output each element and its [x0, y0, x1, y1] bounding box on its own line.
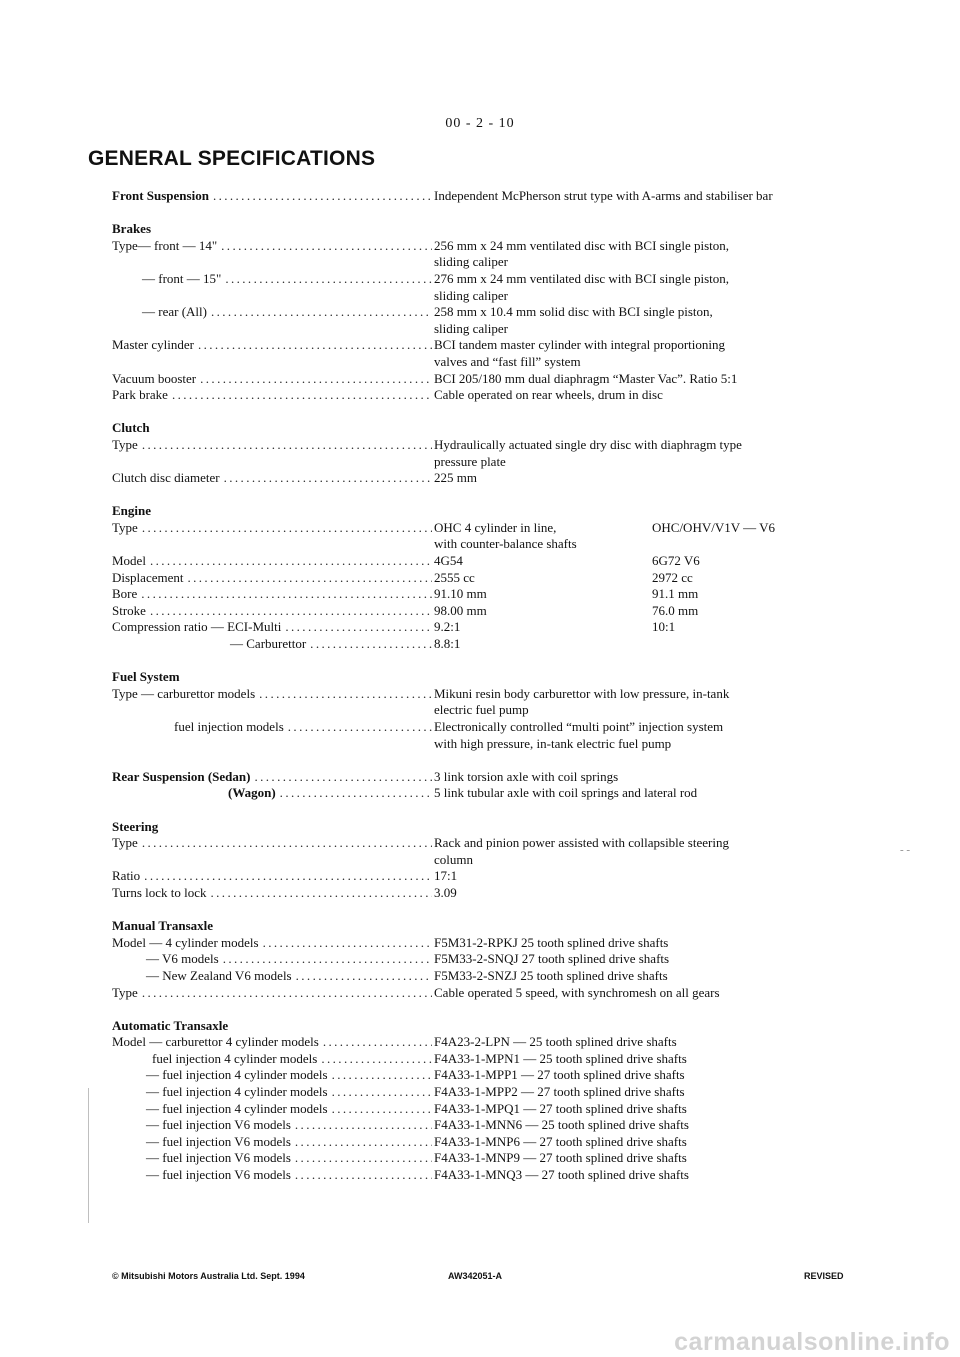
- spec-value-line: OHC 4 cylinder in line,: [434, 519, 557, 535]
- spec-value-line: 8.8:1: [434, 636, 461, 652]
- leader-dots: [295, 1134, 432, 1151]
- spec-value-line: BCI 205/180 mm dual diaphragm “Master Vac”. Ratio 5:1: [434, 370, 738, 386]
- spec-label: [112, 951, 434, 968]
- spec-label: [112, 1067, 434, 1084]
- spec-row: [112, 271, 872, 304]
- spec-value-line: sliding caliper: [434, 254, 509, 270]
- spec-row: [112, 1150, 872, 1167]
- spec-section: [112, 819, 872, 902]
- spec-label-text: Turns lock to lock: [112, 884, 207, 900]
- spec-value: [434, 237, 730, 271]
- leader-dots: [150, 603, 432, 620]
- footer: [0, 1271, 960, 1285]
- spec-value-line: valves and “fast fill” system: [434, 353, 581, 369]
- spec-value-line: 9.2:1: [434, 619, 461, 635]
- spec-value-line: BCI tandem master cylinder with integral proportioning: [434, 337, 725, 353]
- margin-mark: [88, 1088, 89, 1223]
- spec-value-line: F5M33-2-SNQJ 27 tooth splined drive shafts: [434, 951, 670, 967]
- spec-label: [112, 968, 434, 985]
- spec-row: [112, 304, 872, 337]
- spec-value: [434, 1050, 687, 1068]
- spec-row: [112, 1167, 872, 1184]
- spec-value: [434, 570, 652, 587]
- spec-label: [112, 619, 434, 636]
- spec-value: [434, 1117, 689, 1134]
- spec-value-line: 98.00 mm: [434, 602, 487, 618]
- footer-status: REVISED: [804, 1271, 844, 1281]
- spec-value: [434, 270, 730, 304]
- spec-value: [434, 1150, 687, 1167]
- spec-value-line: F4A23-2-LPN — 25 tooth splined drive shafts: [434, 1034, 677, 1050]
- leader-dots: [211, 304, 432, 321]
- leader-dots: [288, 719, 432, 736]
- spec-label: [112, 271, 434, 288]
- spec-row: [112, 371, 872, 388]
- spec-value-line: 225 mm: [434, 470, 477, 486]
- spec-label-text: Model — 4 cylinder models: [112, 934, 259, 950]
- leader-dots: [321, 1051, 432, 1068]
- spec-row: [112, 387, 872, 404]
- spec-label-text: Type: [112, 519, 138, 535]
- spec-value-line: Cable operated on rear wheels, drum in disc: [434, 387, 663, 403]
- spec-value-line: with counter-balance shafts: [434, 536, 577, 552]
- spec-value-v6: 76.0 mm: [652, 602, 699, 618]
- spec-value: [434, 685, 730, 719]
- leader-dots: [263, 935, 432, 952]
- spec-value: [434, 1167, 689, 1184]
- spec-row: [112, 619, 872, 636]
- spec-value-line: 258 mm x 10.4 mm solid disc with BCI single piston,: [434, 304, 713, 320]
- spec-section: [112, 188, 872, 205]
- spec-value: [434, 868, 652, 885]
- spec-label: [112, 1150, 434, 1167]
- spec-value-line: 4G54: [434, 553, 463, 569]
- spec-row: [112, 1067, 872, 1084]
- spec-value: [434, 1133, 687, 1151]
- spec-row: [112, 1051, 872, 1068]
- spec-label: [112, 835, 434, 852]
- spec-value-v6: 2972 cc: [652, 569, 693, 585]
- spec-label: [112, 686, 434, 703]
- spec-value: [434, 785, 698, 802]
- spec-row: [112, 238, 872, 271]
- leader-dots: [142, 985, 432, 1002]
- leader-dots: [295, 1150, 432, 1167]
- spec-label-text: Front Suspension: [112, 188, 209, 203]
- spec-value-line: 256 mm x 24 mm ventilated disc with BCI single piston,: [434, 237, 730, 253]
- spec-value: [434, 719, 724, 752]
- spec-label: [112, 1134, 434, 1151]
- leader-dots: [142, 437, 432, 454]
- spec-label: [112, 868, 434, 885]
- spec-value-line: Cable operated 5 speed, with synchromesh on all gears: [434, 984, 720, 1000]
- leader-dots: [332, 1101, 432, 1118]
- spec-row: [112, 437, 872, 470]
- spec-label: [112, 769, 434, 786]
- spec-value-line: 17:1: [434, 868, 458, 884]
- spec-label: [112, 1084, 434, 1101]
- spec-value: [434, 885, 652, 902]
- spec-label-text: — fuel injection V6 models: [146, 1133, 291, 1149]
- spec-value: [434, 603, 652, 620]
- spec-label-text: — V6 models: [146, 951, 219, 967]
- spec-label-text: — fuel injection V6 models: [146, 1150, 291, 1166]
- spec-value-v6: 6G72 V6: [652, 553, 700, 569]
- spec-label: [112, 1101, 434, 1118]
- spec-label-text: Model: [112, 553, 146, 569]
- spec-section: [112, 769, 872, 802]
- spec-value: [434, 553, 652, 570]
- spec-value: [434, 436, 742, 470]
- spec-row: [112, 1134, 872, 1151]
- spec-value-line: F4A33-1-MNP6 — 27 tooth splined drive shafts: [434, 1133, 687, 1149]
- spec-value-line: 3.09: [434, 884, 457, 900]
- margin-dash: - -: [900, 844, 911, 856]
- spec-row: [112, 636, 872, 653]
- leader-dots: [332, 1084, 432, 1101]
- spec-value: [434, 951, 670, 968]
- spec-value: [434, 337, 725, 370]
- spec-value-v6: OHC/OHV/V1V — V6: [652, 519, 776, 535]
- spec-row: [112, 1034, 872, 1051]
- spec-value: [434, 985, 864, 1002]
- leader-dots: [198, 337, 432, 354]
- spec-label-text: Type— front — 14": [112, 237, 218, 253]
- leader-dots: [223, 951, 432, 968]
- spec-value-line: F4A33-1-MPP2 — 27 tooth splined drive shafts: [434, 1084, 685, 1100]
- spec-label-text: fuel injection 4 cylinder models: [152, 1050, 318, 1066]
- leader-dots: [141, 586, 432, 603]
- spec-row: [112, 1101, 872, 1118]
- leader-dots: [144, 868, 432, 885]
- spec-row: [112, 935, 872, 952]
- spec-value-line: pressure plate: [434, 453, 506, 469]
- spec-label: [112, 238, 434, 255]
- spec-section: [112, 1018, 872, 1184]
- spec-row: [112, 868, 872, 885]
- leader-dots: [295, 1117, 432, 1134]
- spec-label: [112, 785, 434, 802]
- spec-label: [112, 935, 434, 952]
- spec-label-text: Master cylinder: [112, 337, 194, 353]
- spec-label: [112, 1167, 434, 1184]
- spec-value-line: F5M33-2-SNZJ 25 tooth splined drive shafts: [434, 967, 668, 983]
- spec-row: [112, 188, 872, 205]
- spec-value-line: column: [434, 851, 473, 867]
- spec-label-text: Compression ratio — ECI-Multi: [112, 619, 282, 635]
- spec-row: [112, 951, 872, 968]
- leader-dots: [213, 188, 432, 205]
- spec-label: [112, 470, 434, 487]
- section-title: Fuel System: [112, 669, 180, 685]
- leader-dots: [225, 271, 432, 288]
- footer-doc-code: AW342051-A: [448, 1271, 503, 1281]
- spec-label: [112, 337, 434, 354]
- spec-value-line: Electronically controlled “multi point” injection system: [434, 719, 724, 734]
- spec-value: [434, 769, 652, 786]
- leader-dots: [187, 570, 432, 587]
- spec-value-line: 276 mm x 24 mm ventilated disc with BCI single piston,: [434, 270, 730, 286]
- spec-value: [434, 967, 668, 985]
- spec-value-line: electric fuel pump: [434, 702, 529, 718]
- spec-label-text: — front — 15": [142, 270, 222, 286]
- leader-dots: [211, 885, 433, 902]
- section-title: Engine: [112, 503, 152, 519]
- spec-value-line: F4A33-1-MPP1 — 27 tooth splined drive shafts: [434, 1067, 685, 1083]
- spec-label: [112, 437, 434, 454]
- spec-value-line: sliding caliper: [434, 320, 509, 336]
- spec-label: [112, 1034, 434, 1051]
- spec-row: [112, 470, 872, 487]
- spec-label: [112, 371, 434, 388]
- spec-label-text: — fuel injection 4 cylinder models: [146, 1067, 328, 1083]
- section-title: Brakes: [112, 221, 151, 237]
- spec-row: [112, 769, 872, 786]
- leader-dots: [142, 835, 432, 852]
- footer-copyright: © Mitsubishi Motors Australia Ltd. Sept. 1994: [112, 1271, 305, 1281]
- spec-value-line: 91.10 mm: [434, 586, 487, 602]
- spec-value-line: F4A33-1-MNP9 — 27 tooth splined drive shafts: [434, 1150, 687, 1166]
- spec-label: [112, 188, 434, 205]
- spec-label-text: — fuel injection V6 models: [146, 1117, 291, 1133]
- spec-section: [112, 918, 872, 1001]
- spec-section: [112, 420, 872, 486]
- spec-value: [434, 586, 652, 603]
- spec-label-text: Vacuum booster: [112, 370, 197, 386]
- spec-value-line: Independent McPherson strut type with A-arms and stabiliser bar: [434, 188, 773, 203]
- spec-value-line: 3 link torsion axle with coil springs: [434, 768, 619, 784]
- page-title: GENERAL SPECIFICATIONS: [88, 147, 376, 170]
- spec-label-text: Type: [112, 835, 138, 851]
- spec-row: [112, 719, 872, 752]
- spec-value: [434, 1084, 685, 1101]
- spec-value: [434, 636, 652, 653]
- watermark[interactable]: carmanualsonline.info: [674, 1328, 950, 1356]
- leader-dots: [221, 238, 432, 255]
- spec-label: [112, 885, 434, 902]
- leader-dots: [150, 553, 432, 570]
- spec-row: [112, 968, 872, 985]
- spec-value-line: Hydraulically actuated single dry disc with diaphragm type: [434, 436, 742, 452]
- leader-dots: [332, 1067, 432, 1084]
- spec-value-line: with high pressure, in-tank electric fuel pump: [434, 735, 672, 751]
- leader-dots: [296, 968, 432, 985]
- spec-value-v6: 10:1: [652, 619, 676, 635]
- spec-body: [112, 188, 872, 1200]
- section-title: Automatic Transaxle: [112, 1017, 229, 1033]
- spec-label-text: — fuel injection V6 models: [146, 1167, 291, 1183]
- page-number: 00 - 2 - 10: [445, 116, 515, 131]
- spec-label: [112, 586, 434, 603]
- spec-label-text: Type — carburettor models: [112, 685, 256, 701]
- leader-dots: [142, 520, 432, 537]
- spec-label: [112, 719, 434, 736]
- spec-value-line: F4A33-1-MPQ1 — 27 tooth splined drive shafts: [434, 1100, 687, 1116]
- spec-label-text: Model — carburettor 4 cylinder models: [112, 1034, 319, 1050]
- leader-dots: [254, 769, 432, 786]
- spec-label: [112, 304, 434, 321]
- leader-dots: [172, 387, 432, 404]
- spec-label-text: — New Zealand V6 models: [146, 967, 292, 983]
- spec-label-text: — rear (All): [142, 304, 207, 320]
- spec-label-text: Rear Suspension (Sedan): [112, 768, 251, 784]
- leader-dots: [323, 1034, 432, 1051]
- spec-label-text: — fuel injection 4 cylinder models: [146, 1100, 328, 1116]
- spec-value: [434, 304, 713, 337]
- spec-label-text: — Carburettor: [230, 636, 307, 652]
- spec-label-text: Park brake: [112, 387, 168, 403]
- spec-row: [112, 785, 872, 802]
- spec-value-line: Mikuni resin body carburettor with low pressure, in-tank: [434, 685, 730, 701]
- spec-value-line: F4A33-1-MNN6 — 25 tooth splined drive shafts: [434, 1117, 689, 1133]
- spec-value: [434, 387, 663, 404]
- spec-label-text: Type: [112, 436, 138, 452]
- leader-dots: [224, 470, 432, 487]
- spec-row: [112, 553, 872, 570]
- spec-label-text: Displacement: [112, 569, 184, 585]
- spec-value-line: F4A33-1-MPN1 — 25 tooth splined drive shafts: [434, 1050, 687, 1066]
- spec-label-text: Stroke: [112, 602, 146, 618]
- spec-value: [434, 1034, 677, 1051]
- spec-value: [434, 835, 729, 868]
- section-title: Manual Transaxle: [112, 918, 214, 934]
- spec-label-text: Type: [112, 984, 138, 1000]
- section-title: Clutch: [112, 420, 150, 436]
- spec-row: [112, 570, 872, 587]
- spec-value: [434, 370, 738, 388]
- spec-row: [112, 985, 872, 1002]
- spec-value: [434, 619, 652, 636]
- spec-value-line: F4A33-1-MNQ3 — 27 tooth splined drive shafts: [434, 1167, 689, 1183]
- section-title: Steering: [112, 818, 159, 834]
- spec-row: [112, 835, 872, 868]
- spec-label: [112, 387, 434, 404]
- leader-dots: [310, 636, 432, 653]
- spec-label: [112, 1051, 434, 1068]
- spec-value-line: Rack and pinion power assisted with collapsible steering: [434, 835, 729, 851]
- spec-row: [112, 1117, 872, 1134]
- spec-label: [112, 636, 434, 653]
- spec-label-text: — fuel injection 4 cylinder models: [146, 1084, 328, 1100]
- spec-label-text: Bore: [112, 586, 138, 602]
- spec-value: [434, 520, 652, 553]
- spec-section: [112, 669, 872, 752]
- spec-value-line: 2555 cc: [434, 569, 475, 585]
- spec-section: [112, 221, 872, 404]
- spec-value: [434, 1067, 685, 1084]
- spec-value-line: F5M31-2-RPKJ 25 tooth splined drive shafts: [434, 934, 669, 950]
- spec-label-text: (Wagon): [228, 785, 276, 801]
- spec-label: [112, 520, 434, 537]
- spec-label-text: Clutch disc diameter: [112, 470, 220, 486]
- leader-dots: [200, 371, 432, 388]
- spec-row: [112, 1084, 872, 1101]
- spec-value: [434, 188, 864, 205]
- leader-dots: [259, 686, 432, 703]
- spec-value-line: 5 link tubular axle with coil springs and lateral rod: [434, 785, 698, 801]
- spec-value: [434, 1100, 687, 1118]
- spec-label: [112, 1117, 434, 1134]
- spec-row: [112, 337, 872, 370]
- spec-label: [112, 603, 434, 620]
- spec-value-v6: 91.1 mm: [652, 586, 699, 602]
- spec-value-line: sliding caliper: [434, 287, 509, 303]
- spec-value: [434, 934, 669, 952]
- spec-label-text: fuel injection models: [174, 719, 284, 734]
- spec-label-text: Ratio: [112, 868, 141, 884]
- spec-section: [112, 503, 872, 652]
- spec-row: [112, 885, 872, 902]
- leader-dots: [295, 1167, 432, 1184]
- spec-row: [112, 520, 872, 553]
- spec-row: [112, 603, 872, 620]
- spec-label: [112, 570, 434, 587]
- spec-row: [112, 586, 872, 603]
- spec-label: [112, 553, 434, 570]
- spec-row: [112, 686, 872, 719]
- leader-dots: [280, 785, 432, 802]
- leader-dots: [285, 619, 432, 636]
- spec-label: [112, 985, 434, 1002]
- spec-value: [434, 470, 652, 487]
